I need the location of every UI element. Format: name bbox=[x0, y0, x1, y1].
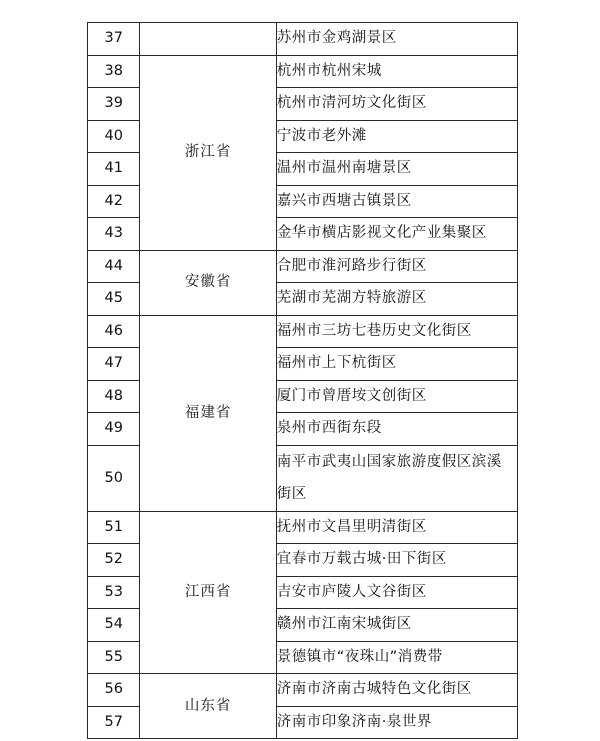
scenic-area-name: 福州市上下杭街区 bbox=[276, 348, 517, 381]
scenic-area-name: 景德镇市“夜珠山”消费带 bbox=[276, 641, 517, 674]
table-row bbox=[88, 250, 518, 283]
row-number: 49 bbox=[88, 413, 140, 446]
row-number: 47 bbox=[88, 348, 140, 381]
row-number: 53 bbox=[88, 576, 140, 609]
scenic-area-name: 宜春市万载古城·田下街区 bbox=[276, 544, 517, 577]
row-number: 45 bbox=[88, 283, 140, 316]
scenic-area-name: 抚州市文昌里明清街区 bbox=[276, 511, 517, 544]
row-number: 52 bbox=[88, 544, 140, 577]
row-number: 55 bbox=[88, 641, 140, 674]
province-cell: 山东省 bbox=[140, 674, 276, 739]
scenic-area-name: 福州市三坊七巷历史文化街区 bbox=[276, 315, 517, 348]
row-number: 57 bbox=[88, 706, 140, 739]
province-cell: 安徽省 bbox=[140, 250, 276, 315]
row-number: 40 bbox=[88, 120, 140, 153]
scenic-area-name: 赣州市江南宋城街区 bbox=[276, 609, 517, 642]
row-number: 39 bbox=[88, 88, 140, 121]
table-row bbox=[88, 511, 518, 544]
scenic-area-name: 济南市济南古城特色文化街区 bbox=[276, 674, 517, 707]
scenic-area-name: 杭州市杭州宋城 bbox=[276, 55, 517, 88]
table-row bbox=[88, 55, 518, 88]
row-number: 54 bbox=[88, 609, 140, 642]
province-cell: 江西省 bbox=[140, 511, 276, 674]
scenic-area-name: 泉州市西街东段 bbox=[276, 413, 517, 446]
scenic-area-name: 温州市温州南塘景区 bbox=[276, 153, 517, 186]
province-cell: 福建省 bbox=[140, 315, 276, 511]
table-row bbox=[88, 315, 518, 348]
row-number: 48 bbox=[88, 380, 140, 413]
row-number: 56 bbox=[88, 674, 140, 707]
scenic-area-name: 南平市武夷山国家旅游度假区滨溪街区 bbox=[276, 445, 517, 511]
scenic-area-name: 宁波市老外滩 bbox=[276, 120, 517, 153]
province-cell: 浙江省 bbox=[140, 55, 276, 250]
row-number: 43 bbox=[88, 218, 140, 251]
row-number: 44 bbox=[88, 250, 140, 283]
row-number: 50 bbox=[88, 445, 140, 511]
scenic-area-name: 杭州市清河坊文化街区 bbox=[276, 88, 517, 121]
row-number: 42 bbox=[88, 185, 140, 218]
scenic-area-table bbox=[87, 22, 518, 739]
table-row bbox=[88, 674, 518, 707]
row-number: 38 bbox=[88, 55, 140, 88]
scenic-area-name: 厦门市曾厝垵文创街区 bbox=[276, 380, 517, 413]
scenic-area-name: 苏州市金鸡湖景区 bbox=[276, 23, 517, 56]
row-number: 37 bbox=[88, 23, 140, 56]
province-cell bbox=[140, 23, 276, 56]
row-number: 46 bbox=[88, 315, 140, 348]
row-number: 41 bbox=[88, 153, 140, 186]
scenic-area-name: 金华市横店影视文化产业集聚区 bbox=[276, 218, 517, 251]
table-row bbox=[88, 23, 518, 56]
scenic-area-name: 芜湖市芜湖方特旅游区 bbox=[276, 283, 517, 316]
scenic-area-name: 济南市印象济南·泉世界 bbox=[276, 706, 517, 739]
scenic-area-name: 吉安市庐陵人文谷街区 bbox=[276, 576, 517, 609]
scenic-area-name: 嘉兴市西塘古镇景区 bbox=[276, 185, 517, 218]
scenic-area-name: 合肥市淮河路步行街区 bbox=[276, 250, 517, 283]
row-number: 51 bbox=[88, 511, 140, 544]
